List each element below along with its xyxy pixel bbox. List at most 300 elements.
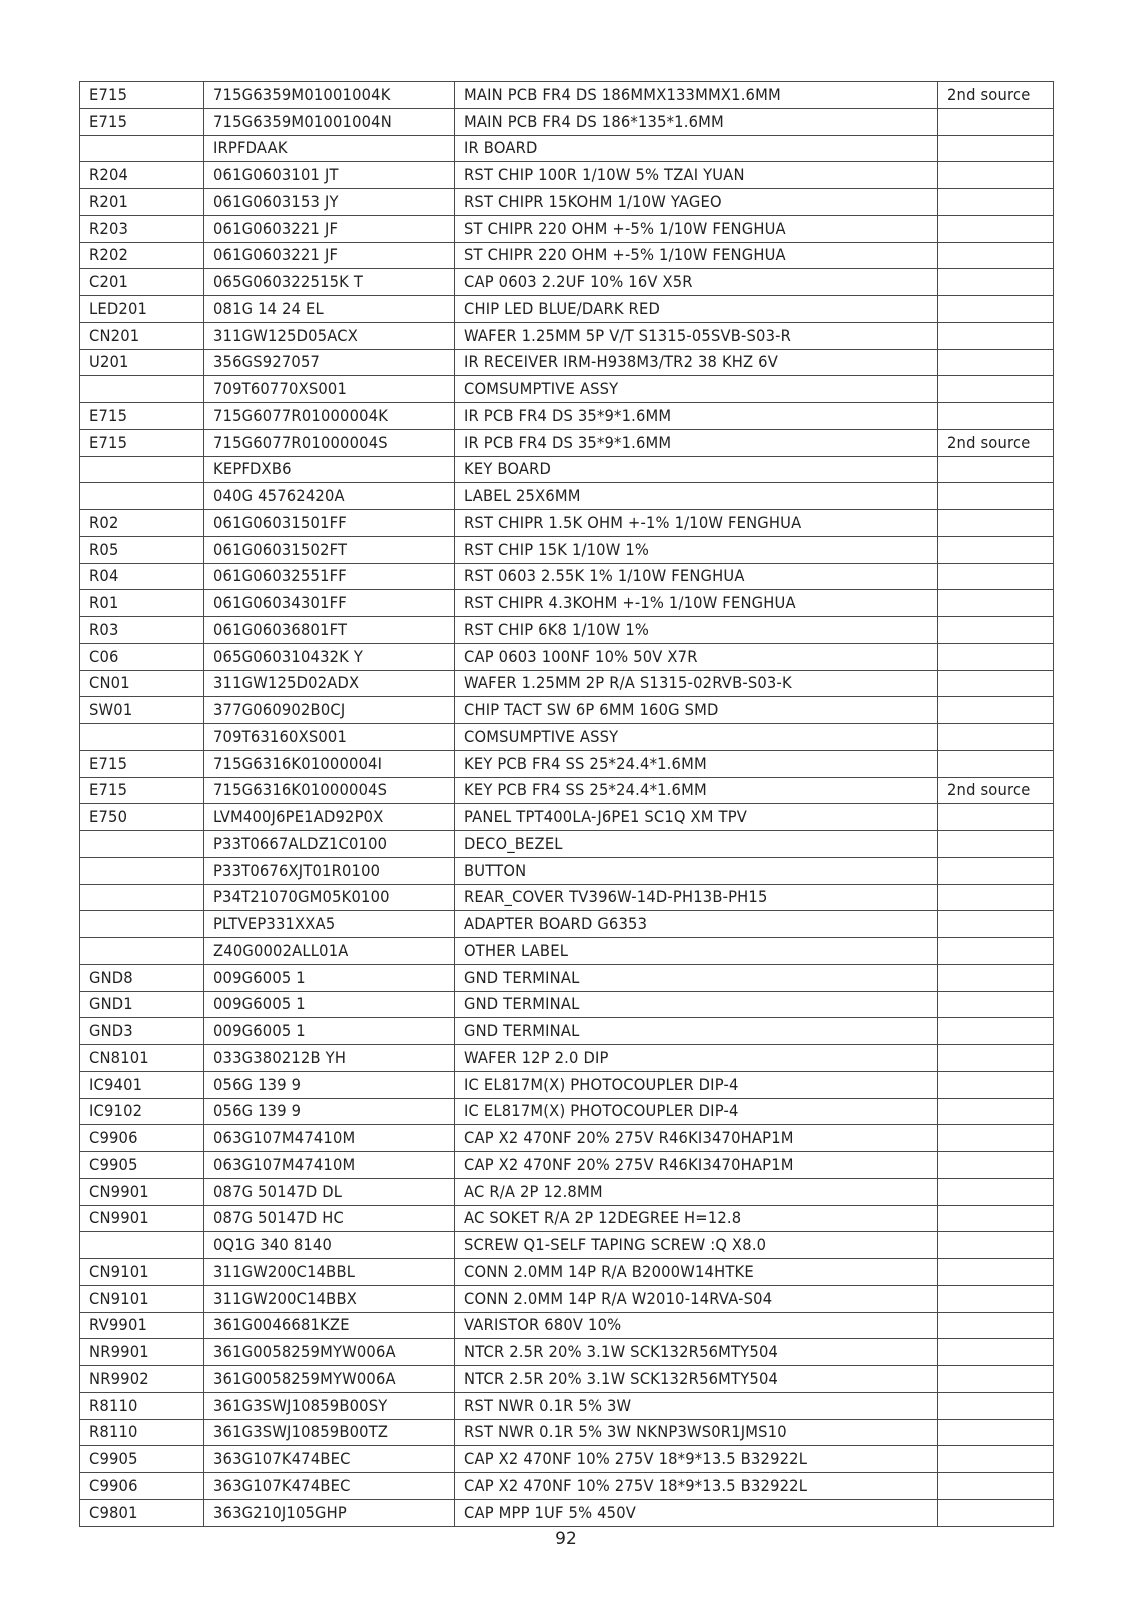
- note-cell: [938, 1259, 1054, 1286]
- description-cell: [455, 108, 938, 135]
- description-cell: [455, 857, 938, 884]
- location-cell: [80, 884, 204, 911]
- location-cell-text: RV9901: [89, 1315, 148, 1335]
- location-cell: [80, 1205, 204, 1232]
- part-number-cell-text: P34T21070GM05K0100: [213, 887, 390, 907]
- description-cell: [455, 777, 938, 804]
- description-cell: [455, 269, 938, 296]
- location-cell-text: C9905: [89, 1154, 138, 1174]
- description-cell: [455, 349, 938, 376]
- part-number-cell: [204, 1392, 455, 1419]
- part-number-cell-text: 363G210J105GHP: [213, 1502, 347, 1522]
- note-cell: [938, 429, 1054, 456]
- table-row: [80, 189, 1054, 216]
- description-cell-text: VARISTOR 680V 10%: [464, 1315, 622, 1335]
- note-cell: [938, 536, 1054, 563]
- table-row: [80, 911, 1054, 938]
- description-cell: [455, 483, 938, 510]
- description-cell: [455, 1285, 938, 1312]
- note-cell: [938, 1499, 1054, 1526]
- description-cell-text: MAIN PCB FR4 DS 186MMX133MMX1.6MM: [464, 84, 781, 104]
- table-row: [80, 162, 1054, 189]
- description-cell-text: NTCR 2.5R 20% 3.1W SCK132R56MTY504: [464, 1342, 779, 1362]
- location-cell: [80, 510, 204, 537]
- location-cell-text: R02: [89, 512, 119, 532]
- location-cell-text: NR9901: [89, 1342, 149, 1362]
- description-cell: [455, 403, 938, 430]
- table-row: [80, 403, 1054, 430]
- part-number-cell-text: 361G0058259MYW006A: [213, 1368, 396, 1388]
- location-cell: [80, 108, 204, 135]
- part-number-cell-text: 033G380212B YH: [213, 1047, 347, 1067]
- note-cell: [938, 857, 1054, 884]
- table-row: [80, 108, 1054, 135]
- description-cell: [455, 376, 938, 403]
- part-number-cell-text: PLTVEP331XXA5: [213, 914, 336, 934]
- note-cell: [938, 617, 1054, 644]
- part-number-cell: [204, 322, 455, 349]
- table-row: [80, 349, 1054, 376]
- table-row: [80, 510, 1054, 537]
- description-cell-text: RST 0603 2.55K 1% 1/10W FENGHUA: [464, 566, 745, 586]
- description-cell: [455, 242, 938, 269]
- part-number-cell-text: 061G06036801FT: [213, 619, 348, 639]
- description-cell-text: CAP X2 470NF 20% 275V R46KI3470HAP1M: [464, 1154, 794, 1174]
- location-cell: [80, 590, 204, 617]
- part-number-cell: [204, 510, 455, 537]
- description-cell-text: CAP 0603 2.2UF 10% 16V X5R: [464, 272, 693, 292]
- description-cell-text: CAP 0603 100NF 10% 50V X7R: [464, 646, 698, 666]
- location-cell: [80, 1098, 204, 1125]
- part-number-cell: [204, 884, 455, 911]
- table-row: [80, 1473, 1054, 1500]
- table-row: [80, 1312, 1054, 1339]
- location-cell: [80, 403, 204, 430]
- part-number-cell: [204, 964, 455, 991]
- location-cell-text: E715: [89, 405, 128, 425]
- description-cell-text: WAFER 1.25MM 5P V/T S1315-05SVB-S03-R: [464, 325, 792, 345]
- table-row: [80, 964, 1054, 991]
- location-cell: [80, 697, 204, 724]
- note-cell: [938, 162, 1054, 189]
- description-cell: [455, 135, 938, 162]
- description-cell-text: SCREW Q1-SELF TAPING SCREW :Q X8.0: [464, 1235, 767, 1255]
- location-cell-text: IC9102: [89, 1101, 143, 1121]
- part-number-cell: [204, 750, 455, 777]
- note-cell: [938, 911, 1054, 938]
- note-cell: [938, 1285, 1054, 1312]
- description-cell-text: COMSUMPTIVE ASSY: [464, 379, 619, 399]
- table-row: [80, 322, 1054, 349]
- location-cell-text: E750: [89, 807, 128, 827]
- table-row: [80, 804, 1054, 831]
- location-cell: [80, 135, 204, 162]
- note-cell: [938, 1419, 1054, 1446]
- part-number-cell: [204, 1125, 455, 1152]
- description-cell: [455, 724, 938, 751]
- part-number-cell-text: 061G06032551FF: [213, 566, 347, 586]
- location-cell-text: CN9101: [89, 1261, 149, 1281]
- location-cell: [80, 1178, 204, 1205]
- location-cell: [80, 1071, 204, 1098]
- location-cell: [80, 670, 204, 697]
- description-cell-text: BUTTON: [464, 860, 527, 880]
- description-cell-text: CHIP TACT SW 6P 6MM 160G SMD: [464, 700, 719, 720]
- part-number-cell: [204, 938, 455, 965]
- location-cell: [80, 804, 204, 831]
- location-cell-text: CN9101: [89, 1288, 149, 1308]
- description-cell: [455, 643, 938, 670]
- part-number-cell-text: 087G 50147D DL: [213, 1181, 343, 1201]
- part-number-cell-text: 311GW200C14BBX: [213, 1288, 358, 1308]
- note-cell: [938, 108, 1054, 135]
- note-cell: [938, 322, 1054, 349]
- description-cell: [455, 1446, 938, 1473]
- location-cell: [80, 750, 204, 777]
- note-cell: [938, 296, 1054, 323]
- part-number-cell-text: 361G3SWJ10859B00SY: [213, 1395, 388, 1415]
- description-cell-text: IR RECEIVER IRM-H938M3/TR2 38 KHZ 6V: [464, 352, 778, 372]
- table-row: [80, 1071, 1054, 1098]
- location-cell: [80, 376, 204, 403]
- part-number-cell-text: 009G6005 1: [213, 1021, 306, 1041]
- part-number-cell-text: LVM400J6PE1AD92P0X: [213, 807, 384, 827]
- note-cell: [938, 670, 1054, 697]
- description-cell: [455, 456, 938, 483]
- note-cell: [938, 1366, 1054, 1393]
- part-number-cell-text: 061G06031502FT: [213, 539, 348, 559]
- part-number-cell: [204, 456, 455, 483]
- table-row: [80, 376, 1054, 403]
- description-cell: [455, 964, 938, 991]
- table-row: [80, 884, 1054, 911]
- description-cell: [455, 884, 938, 911]
- note-cell: [938, 1071, 1054, 1098]
- description-cell: [455, 1419, 938, 1446]
- location-cell-text: R202: [89, 245, 129, 265]
- part-number-cell-text: 065G060322515K T: [213, 272, 364, 292]
- part-number-cell: [204, 1152, 455, 1179]
- location-cell-text: SW01: [89, 700, 133, 720]
- part-number-cell-text: IRPFDAAK: [213, 138, 288, 158]
- table-row: [80, 938, 1054, 965]
- description-cell-text: CONN 2.0MM 14P R/A W2010-14RVA-S04: [464, 1288, 773, 1308]
- note-cell: [938, 403, 1054, 430]
- part-number-cell: [204, 617, 455, 644]
- description-cell-text: DECO_BEZEL: [464, 833, 563, 853]
- description-cell-text: ADAPTER BOARD G6353: [464, 914, 648, 934]
- location-cell-text: R05: [89, 539, 119, 559]
- location-cell-text: GND1: [89, 994, 133, 1014]
- location-cell: [80, 1285, 204, 1312]
- part-number-cell-text: 709T60770XS001: [213, 379, 348, 399]
- description-cell: [455, 1125, 938, 1152]
- part-number-cell: [204, 1232, 455, 1259]
- location-cell-text: E715: [89, 84, 128, 104]
- page-number: 92: [555, 1529, 577, 1549]
- location-cell-text: R201: [89, 191, 129, 211]
- part-number-cell: [204, 296, 455, 323]
- note-cell: [938, 456, 1054, 483]
- description-cell: [455, 1178, 938, 1205]
- description-cell: [455, 1473, 938, 1500]
- part-number-cell: [204, 590, 455, 617]
- note-cell: [938, 1312, 1054, 1339]
- part-number-cell-text: 363G107K474BEC: [213, 1449, 351, 1469]
- table-row: [80, 1098, 1054, 1125]
- location-cell-text: C9906: [89, 1475, 138, 1495]
- part-number-cell: [204, 1446, 455, 1473]
- location-cell: [80, 189, 204, 216]
- note-cell: [938, 376, 1054, 403]
- description-cell-text: OTHER LABEL: [464, 940, 569, 960]
- parts-list-table: [79, 81, 1054, 1527]
- part-number-cell: [204, 376, 455, 403]
- description-cell-text: IR BOARD: [464, 138, 538, 158]
- description-cell-text: ST CHIPR 220 OHM +-5% 1/10W FENGHUA: [464, 218, 786, 238]
- description-cell: [455, 1366, 938, 1393]
- location-cell: [80, 777, 204, 804]
- location-cell: [80, 1232, 204, 1259]
- table-row: [80, 1045, 1054, 1072]
- part-number-cell: [204, 429, 455, 456]
- location-cell: [80, 1366, 204, 1393]
- location-cell: [80, 831, 204, 858]
- location-cell: [80, 536, 204, 563]
- table-row: [80, 831, 1054, 858]
- location-cell-text: CN9901: [89, 1208, 149, 1228]
- description-cell: [455, 510, 938, 537]
- location-cell-text: U201: [89, 352, 129, 372]
- part-number-cell-text: 081G 14 24 EL: [213, 298, 324, 318]
- table-row: [80, 296, 1054, 323]
- note-cell: [938, 1152, 1054, 1179]
- location-cell: [80, 1018, 204, 1045]
- note-cell: [938, 991, 1054, 1018]
- table-row: [80, 1285, 1054, 1312]
- description-cell: [455, 162, 938, 189]
- part-number-cell-text: 061G06031501FF: [213, 512, 347, 532]
- note-cell: [938, 831, 1054, 858]
- description-cell-text: ST CHIPR 220 OHM +-5% 1/10W FENGHUA: [464, 245, 786, 265]
- description-cell: [455, 1045, 938, 1072]
- table-row: [80, 724, 1054, 751]
- description-cell: [455, 1098, 938, 1125]
- location-cell-text: C9801: [89, 1502, 138, 1522]
- part-number-cell-text: 065G060310432K Y: [213, 646, 364, 666]
- part-number-cell-text: 361G0058259MYW006A: [213, 1342, 396, 1362]
- note-cell: [938, 1473, 1054, 1500]
- table-row: [80, 1259, 1054, 1286]
- part-number-cell: [204, 483, 455, 510]
- description-cell-text: GND TERMINAL: [464, 994, 580, 1014]
- description-cell-text: RST CHIPR 1.5K OHM +-1% 1/10W FENGHUA: [464, 512, 802, 532]
- part-number-cell-text: 061G0603101 JT: [213, 165, 339, 185]
- note-cell: [938, 215, 1054, 242]
- location-cell: [80, 296, 204, 323]
- location-cell: [80, 349, 204, 376]
- table-row: [80, 1178, 1054, 1205]
- note-cell: [938, 1045, 1054, 1072]
- location-cell: [80, 643, 204, 670]
- table-row: [80, 991, 1054, 1018]
- part-number-cell: [204, 135, 455, 162]
- part-number-cell: [204, 242, 455, 269]
- location-cell: [80, 563, 204, 590]
- table-row: [80, 643, 1054, 670]
- location-cell-text: CN8101: [89, 1047, 149, 1067]
- description-cell: [455, 991, 938, 1018]
- part-number-cell-text: 009G6005 1: [213, 994, 306, 1014]
- table-row: [80, 1232, 1054, 1259]
- table-row: [80, 1152, 1054, 1179]
- note-cell: [938, 964, 1054, 991]
- description-cell-text: LABEL 25X6MM: [464, 486, 581, 506]
- description-cell: [455, 1339, 938, 1366]
- part-number-cell-text: Z40G0002ALL01A: [213, 940, 349, 960]
- description-cell: [455, 670, 938, 697]
- note-cell: [938, 590, 1054, 617]
- description-cell-text: RST CHIP 100R 1/10W 5% TZAI YUAN: [464, 165, 745, 185]
- location-cell-text: R03: [89, 619, 119, 639]
- description-cell-text: CONN 2.0MM 14P R/A B2000W14HTKE: [464, 1261, 754, 1281]
- note-cell: [938, 777, 1054, 804]
- description-cell-text: RST CHIP 15K 1/10W 1%: [464, 539, 650, 559]
- location-cell-text: E715: [89, 753, 128, 773]
- part-number-cell: [204, 1045, 455, 1072]
- part-number-cell-text: 715G6077R01000004S: [213, 432, 388, 452]
- table-row: [80, 697, 1054, 724]
- description-cell-text: IR PCB FR4 DS 35*9*1.6MM: [464, 432, 672, 452]
- description-cell: [455, 750, 938, 777]
- part-number-cell: [204, 162, 455, 189]
- location-cell: [80, 322, 204, 349]
- description-cell-text: WAFER 12P 2.0 DIP: [464, 1047, 609, 1067]
- location-cell-text: R8110: [89, 1422, 138, 1442]
- table-row: [80, 536, 1054, 563]
- part-number-cell: [204, 670, 455, 697]
- part-number-cell-text: 715G6316K01000004I: [213, 753, 383, 773]
- description-cell-text: CAP MPP 1UF 5% 450V: [464, 1502, 637, 1522]
- location-cell-text: C9906: [89, 1128, 138, 1148]
- location-cell-text: GND3: [89, 1021, 133, 1041]
- note-cell: [938, 643, 1054, 670]
- part-number-cell-text: 063G107M47410M: [213, 1128, 356, 1148]
- description-cell-text: RST CHIPR 4.3KOHM +-1% 1/10W FENGHUA: [464, 593, 796, 613]
- description-cell-text: KEY BOARD: [464, 459, 552, 479]
- table-row: [80, 215, 1054, 242]
- location-cell: [80, 1473, 204, 1500]
- part-number-cell: [204, 1259, 455, 1286]
- description-cell: [455, 429, 938, 456]
- part-number-cell-text: 311GW125D05ACX: [213, 325, 358, 345]
- part-number-cell: [204, 1018, 455, 1045]
- description-cell: [455, 1499, 938, 1526]
- part-number-cell: [204, 1071, 455, 1098]
- location-cell-text: LED201: [89, 298, 148, 318]
- note-cell: [938, 884, 1054, 911]
- description-cell-text: CAP X2 470NF 10% 275V 18*9*13.5 B32922L: [464, 1449, 808, 1469]
- location-cell: [80, 162, 204, 189]
- location-cell: [80, 938, 204, 965]
- note-cell: [938, 804, 1054, 831]
- location-cell: [80, 911, 204, 938]
- part-number-cell: [204, 82, 455, 109]
- part-number-cell-text: 0Q1G 340 8140: [213, 1235, 333, 1255]
- location-cell-text: CN01: [89, 673, 130, 693]
- note-cell-text: 2nd source: [947, 84, 1031, 104]
- note-cell: [938, 1232, 1054, 1259]
- part-number-cell-text: 061G0603221 JF: [213, 245, 339, 265]
- part-number-cell-text: KEPFDXB6: [213, 459, 292, 479]
- part-number-cell-text: 709T63160XS001: [213, 726, 348, 746]
- description-cell-text: RST CHIPR 15KOHM 1/10W YAGEO: [464, 191, 722, 211]
- description-cell-text: AC R/A 2P 12.8MM: [464, 1181, 603, 1201]
- part-number-cell-text: P33T0667ALDZ1C0100: [213, 833, 388, 853]
- location-cell: [80, 215, 204, 242]
- location-cell: [80, 1339, 204, 1366]
- description-cell: [455, 1152, 938, 1179]
- location-cell: [80, 483, 204, 510]
- note-cell: [938, 750, 1054, 777]
- location-cell: [80, 991, 204, 1018]
- part-number-cell: [204, 1312, 455, 1339]
- location-cell: [80, 269, 204, 296]
- part-number-cell: [204, 1499, 455, 1526]
- part-number-cell: [204, 108, 455, 135]
- description-cell-text: KEY PCB FR4 SS 25*24.4*1.6MM: [464, 753, 707, 773]
- description-cell-text: GND TERMINAL: [464, 967, 580, 987]
- part-number-cell: [204, 403, 455, 430]
- note-cell: [938, 349, 1054, 376]
- description-cell-text: CAP X2 470NF 20% 275V R46KI3470HAP1M: [464, 1128, 794, 1148]
- location-cell: [80, 857, 204, 884]
- location-cell: [80, 1499, 204, 1526]
- description-cell-text: IC EL817M(X) PHOTOCOUPLER DIP-4: [464, 1074, 739, 1094]
- location-cell-text: E715: [89, 111, 128, 131]
- note-cell: [938, 697, 1054, 724]
- part-number-cell: [204, 777, 455, 804]
- description-cell: [455, 617, 938, 644]
- table-row: [80, 1125, 1054, 1152]
- part-number-cell-text: 056G 139 9: [213, 1074, 302, 1094]
- location-cell: [80, 1152, 204, 1179]
- table-row: [80, 1419, 1054, 1446]
- table-row: [80, 617, 1054, 644]
- location-cell: [80, 242, 204, 269]
- table-row: [80, 1339, 1054, 1366]
- table-row: [80, 1366, 1054, 1393]
- table-row: [80, 456, 1054, 483]
- description-cell: [455, 804, 938, 831]
- description-cell-text: KEY PCB FR4 SS 25*24.4*1.6MM: [464, 780, 707, 800]
- table-row: [80, 777, 1054, 804]
- description-cell-text: AC SOKET R/A 2P 12DEGREE H=12.8: [464, 1208, 742, 1228]
- location-cell: [80, 82, 204, 109]
- note-cell: [938, 724, 1054, 751]
- note-cell: [938, 510, 1054, 537]
- location-cell-text: CN9901: [89, 1181, 149, 1201]
- part-number-cell-text: 063G107M47410M: [213, 1154, 356, 1174]
- location-cell-text: C201: [89, 272, 129, 292]
- location-cell: [80, 1392, 204, 1419]
- description-cell-text: RST NWR 0.1R 5% 3W: [464, 1395, 632, 1415]
- description-cell-text: WAFER 1.25MM 2P R/A S1315-02RVB-S03-K: [464, 673, 792, 693]
- table-row: [80, 1446, 1054, 1473]
- table-row: [80, 483, 1054, 510]
- part-number-cell: [204, 189, 455, 216]
- description-cell: [455, 1312, 938, 1339]
